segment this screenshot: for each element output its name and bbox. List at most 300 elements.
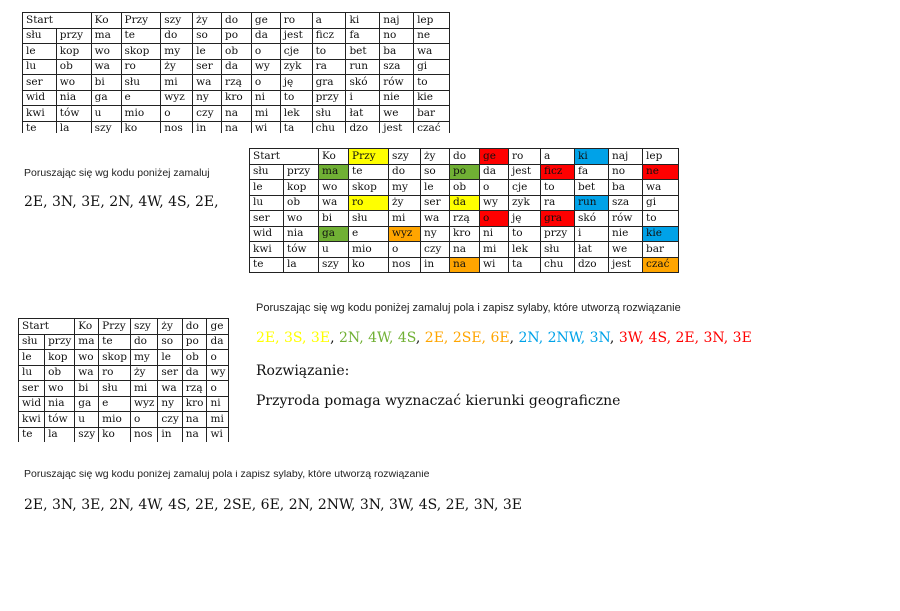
table-row bbox=[23, 44, 450, 60]
puzzle-grid-solved bbox=[249, 148, 680, 275]
table-cell: ficz bbox=[312, 28, 346, 44]
table-cell: ga bbox=[75, 396, 99, 412]
table-cell: dzo bbox=[346, 121, 380, 133]
solved-instruction-text: Poruszając się wg kodu poniżej zamaluj pola i zapisz sylaby, które utworzą rozwiązanie bbox=[256, 302, 681, 314]
table-cell: Ko bbox=[75, 319, 99, 335]
solution-text: Przyroda pomaga wyznaczać kierunki geograficzne bbox=[256, 393, 621, 409]
puzzle-grid-left bbox=[18, 318, 229, 442]
table-cell: zyk bbox=[280, 59, 312, 75]
table-cell: skó bbox=[575, 211, 609, 227]
table-cell: kro bbox=[450, 226, 480, 242]
table-cell: wid bbox=[19, 396, 45, 412]
direction-code: 2E, 3N, 3E, 2N, 4W, 4S, 2E, bbox=[24, 194, 219, 210]
table-cell: te bbox=[23, 121, 57, 133]
table-cell: bi bbox=[75, 381, 99, 397]
table-cell: to bbox=[280, 90, 312, 106]
table-cell: Ko bbox=[91, 13, 121, 29]
table-cell: so bbox=[158, 334, 182, 350]
table-row bbox=[250, 211, 679, 227]
table-cell: run bbox=[346, 59, 380, 75]
table-cell: ży bbox=[130, 365, 157, 381]
table-cell: da bbox=[450, 195, 480, 211]
table-cell: przy bbox=[284, 164, 319, 180]
table-cell: mi bbox=[161, 75, 193, 91]
table-cell: ni bbox=[480, 226, 509, 242]
table-cell: u bbox=[75, 412, 99, 428]
table-cell: bet bbox=[346, 44, 380, 60]
table-cell: na bbox=[222, 121, 252, 133]
table-cell: słu bbox=[19, 334, 45, 350]
table-cell: wo bbox=[56, 75, 91, 91]
table-cell: szy bbox=[389, 149, 421, 165]
table-cell: ży bbox=[193, 13, 222, 29]
table-cell: naj bbox=[609, 149, 643, 165]
table-cell: my bbox=[389, 180, 421, 196]
puzzle-grid-top bbox=[22, 12, 450, 133]
table-cell: we bbox=[609, 242, 643, 258]
table-cell: ser bbox=[158, 365, 182, 381]
table-cell: le bbox=[19, 350, 45, 366]
table-cell: ne bbox=[643, 164, 679, 180]
table-cell: wa bbox=[91, 59, 121, 75]
table-cell: kro bbox=[182, 396, 207, 412]
table-cell: o bbox=[207, 350, 229, 366]
table-cell: da bbox=[222, 59, 252, 75]
table-row bbox=[23, 75, 450, 91]
table-cell: ro bbox=[121, 59, 161, 75]
table-cell: przy bbox=[56, 28, 91, 44]
table-cell: rzą bbox=[182, 381, 207, 397]
table-cell: le bbox=[250, 180, 284, 196]
table-cell: cje bbox=[280, 44, 312, 60]
table-cell: e bbox=[349, 226, 389, 242]
table-cell: wi bbox=[251, 121, 280, 133]
table-row bbox=[19, 381, 230, 397]
table-cell: ko bbox=[99, 427, 131, 442]
table-cell: dzo bbox=[575, 257, 609, 273]
table-row bbox=[19, 396, 230, 412]
table-cell: słu bbox=[23, 28, 57, 44]
table-cell: ser bbox=[421, 195, 450, 211]
code-segment: 2E, 2SE, 6E bbox=[424, 330, 510, 346]
table-cell: słu bbox=[121, 75, 161, 91]
table-cell: skó bbox=[346, 75, 380, 91]
table-cell: gi bbox=[643, 195, 679, 211]
table-cell: szy bbox=[319, 257, 349, 273]
table-cell: wa bbox=[421, 211, 450, 227]
table-cell: do bbox=[182, 319, 207, 335]
syllable-table bbox=[18, 318, 229, 442]
table-cell: ser bbox=[250, 211, 284, 227]
table-cell: o bbox=[480, 211, 509, 227]
table-cell: in bbox=[158, 427, 182, 442]
table-cell: so bbox=[193, 28, 222, 44]
table-row bbox=[250, 257, 679, 273]
table-cell: to bbox=[643, 211, 679, 227]
table-cell: ob bbox=[56, 59, 91, 75]
table-cell: fa bbox=[346, 28, 380, 44]
table-cell: le bbox=[193, 44, 222, 60]
table-cell: gi bbox=[414, 59, 450, 75]
table-cell: ne bbox=[414, 28, 450, 44]
table-cell: ba bbox=[609, 180, 643, 196]
table-cell: po bbox=[222, 28, 252, 44]
colored-direction-code bbox=[256, 330, 752, 346]
table-cell: czać bbox=[643, 257, 679, 273]
table-row bbox=[19, 412, 230, 428]
table-row bbox=[19, 334, 230, 350]
table-cell: wo bbox=[284, 211, 319, 227]
table-cell: wy bbox=[480, 195, 509, 211]
instruction-text: Poruszając się wg kodu poniżej zamaluj bbox=[24, 167, 210, 179]
table-cell: przy bbox=[45, 334, 75, 350]
table-cell: kie bbox=[643, 226, 679, 242]
table-cell: la bbox=[56, 121, 91, 133]
table-cell: kwi bbox=[250, 242, 284, 258]
table-cell: nos bbox=[389, 257, 421, 273]
table-cell: słu bbox=[541, 242, 575, 258]
table-cell: ro bbox=[280, 13, 312, 29]
table-cell: jest bbox=[609, 257, 643, 273]
table-cell: naj bbox=[380, 13, 414, 29]
table-cell: do bbox=[161, 28, 193, 44]
table-cell: ży bbox=[389, 195, 421, 211]
table-cell: my bbox=[161, 44, 193, 60]
table-row bbox=[19, 365, 230, 381]
table-cell: lu bbox=[19, 365, 45, 381]
table-cell: sza bbox=[609, 195, 643, 211]
table-cell: ob bbox=[182, 350, 207, 366]
table-cell: o bbox=[251, 44, 280, 60]
table-cell: te bbox=[250, 257, 284, 273]
table-cell: na bbox=[450, 257, 480, 273]
table-cell: zyk bbox=[509, 195, 541, 211]
code-segment: 2N, 2NW, 3N bbox=[518, 330, 610, 346]
table-cell: da bbox=[182, 365, 207, 381]
code-segment: 2N, 4W, 4S bbox=[338, 330, 416, 346]
solution-label: Rozwiązanie: bbox=[256, 363, 350, 379]
table-cell: ny bbox=[193, 90, 222, 106]
table-cell: ma bbox=[91, 28, 121, 44]
table-cell: u bbox=[319, 242, 349, 258]
table-cell: te bbox=[99, 334, 131, 350]
table-cell: bet bbox=[575, 180, 609, 196]
table-cell: to bbox=[541, 180, 575, 196]
table-cell: tów bbox=[45, 412, 75, 428]
table-cell: i bbox=[575, 226, 609, 242]
table-row bbox=[23, 28, 450, 44]
table-cell: wid bbox=[250, 226, 284, 242]
table-cell: Przy bbox=[121, 13, 161, 29]
table-cell: ży bbox=[421, 149, 450, 165]
instruction-bottom bbox=[24, 470, 524, 482]
table-cell: u bbox=[91, 106, 121, 122]
table-cell: łat bbox=[575, 242, 609, 258]
table-cell: rzą bbox=[222, 75, 252, 91]
table-cell: wo bbox=[45, 381, 75, 397]
table-cell: wo bbox=[75, 350, 99, 366]
table-cell: czać bbox=[414, 121, 450, 133]
table-cell: la bbox=[45, 427, 75, 442]
table-cell: Przy bbox=[99, 319, 131, 335]
table-cell: na bbox=[450, 242, 480, 258]
table-cell: wa bbox=[319, 195, 349, 211]
table-cell: ge bbox=[251, 13, 280, 29]
table-cell: do bbox=[389, 164, 421, 180]
table-cell: wyz bbox=[161, 90, 193, 106]
table-cell: nie bbox=[609, 226, 643, 242]
table-cell: przy bbox=[312, 90, 346, 106]
table-cell: to bbox=[312, 44, 346, 60]
table-cell: ficz bbox=[541, 164, 575, 180]
table-cell: ser bbox=[193, 59, 222, 75]
table-cell: ki bbox=[346, 13, 380, 29]
table-cell: da bbox=[480, 164, 509, 180]
table-cell: o bbox=[251, 75, 280, 91]
table-cell: wid bbox=[23, 90, 57, 106]
table-row bbox=[250, 195, 679, 211]
table-cell: e bbox=[99, 396, 131, 412]
table-cell: bar bbox=[643, 242, 679, 258]
code-segment: , bbox=[609, 330, 619, 346]
table-cell: mio bbox=[99, 412, 131, 428]
table-cell: ni bbox=[207, 396, 229, 412]
table-cell: rzą bbox=[450, 211, 480, 227]
table-cell: o bbox=[480, 180, 509, 196]
table-cell: run bbox=[575, 195, 609, 211]
table-cell: czy bbox=[193, 106, 222, 122]
table-cell: ge bbox=[480, 149, 509, 165]
table-cell: lek bbox=[280, 106, 312, 122]
table-cell: nie bbox=[380, 90, 414, 106]
table-cell: la bbox=[284, 257, 319, 273]
code-segment: , bbox=[415, 330, 425, 346]
syllable-table-highlighted bbox=[249, 148, 679, 273]
table-cell: ga bbox=[319, 226, 349, 242]
table-cell: wyz bbox=[389, 226, 421, 242]
table-cell: do bbox=[130, 334, 157, 350]
table-cell: nos bbox=[161, 121, 193, 133]
table-cell: ję bbox=[509, 211, 541, 227]
table-cell: mio bbox=[349, 242, 389, 258]
table-cell: in bbox=[193, 121, 222, 133]
table-cell: in bbox=[421, 257, 450, 273]
table-cell: wa bbox=[643, 180, 679, 196]
table-cell: ny bbox=[421, 226, 450, 242]
table-cell: o bbox=[389, 242, 421, 258]
table-cell: te bbox=[349, 164, 389, 180]
table-cell: mio bbox=[121, 106, 161, 122]
bottom-direction-code: 2E, 3N, 3E, 2N, 4W, 4S, 2E, 2SE, 6E, 2N, 2NW, 3N, 3W, 4S, 2E, 3N, 3E bbox=[24, 497, 522, 513]
table-cell: ob bbox=[45, 365, 75, 381]
table-cell: rów bbox=[609, 211, 643, 227]
table-cell: ser bbox=[19, 381, 45, 397]
table-cell: rów bbox=[380, 75, 414, 91]
table-cell: szy bbox=[91, 121, 121, 133]
table-cell: kop bbox=[284, 180, 319, 196]
code-segment: , bbox=[330, 330, 339, 346]
table-cell: le bbox=[158, 350, 182, 366]
table-cell: wa bbox=[414, 44, 450, 60]
table-cell: do bbox=[450, 149, 480, 165]
table-cell: po bbox=[450, 164, 480, 180]
table-cell: a bbox=[541, 149, 575, 165]
table-cell: łat bbox=[346, 106, 380, 122]
table-row bbox=[250, 226, 679, 242]
table-cell: Start bbox=[250, 149, 319, 165]
table-cell: na bbox=[222, 106, 252, 122]
table-cell: jest bbox=[380, 121, 414, 133]
table-row bbox=[19, 427, 230, 442]
table-row bbox=[19, 350, 230, 366]
table-cell: ko bbox=[349, 257, 389, 273]
table-cell: ge bbox=[207, 319, 229, 335]
table-cell: bi bbox=[319, 211, 349, 227]
table-cell: wo bbox=[319, 180, 349, 196]
table-cell: skop bbox=[349, 180, 389, 196]
table-cell: słu bbox=[250, 164, 284, 180]
table-cell: da bbox=[207, 334, 229, 350]
table-cell: na bbox=[182, 412, 207, 428]
table-cell: i bbox=[346, 90, 380, 106]
table-cell: o bbox=[161, 106, 193, 122]
table-cell: so bbox=[421, 164, 450, 180]
table-cell: we bbox=[380, 106, 414, 122]
table-cell: ro bbox=[99, 365, 131, 381]
table-cell: ob bbox=[284, 195, 319, 211]
table-cell: to bbox=[414, 75, 450, 91]
table-cell: mi bbox=[207, 412, 229, 428]
table-cell: lep bbox=[414, 13, 450, 29]
table-cell: czy bbox=[421, 242, 450, 258]
table-cell: nia bbox=[45, 396, 75, 412]
table-cell: Start bbox=[19, 319, 75, 335]
table-cell: wyz bbox=[130, 396, 157, 412]
table-cell: bar bbox=[414, 106, 450, 122]
table-row bbox=[250, 149, 679, 165]
table-cell: gra bbox=[541, 211, 575, 227]
table-cell: szy bbox=[75, 427, 99, 442]
table-cell: ży bbox=[158, 319, 182, 335]
code-segment: 3W, 4S, 2E, 3N, 3E bbox=[618, 330, 752, 346]
table-cell: szy bbox=[161, 13, 193, 29]
table-cell: kop bbox=[45, 350, 75, 366]
code-segment: , bbox=[509, 330, 519, 346]
table-cell: czy bbox=[158, 412, 182, 428]
table-cell: da bbox=[251, 28, 280, 44]
table-cell: te bbox=[121, 28, 161, 44]
table-cell: ma bbox=[75, 334, 99, 350]
table-cell: mi bbox=[130, 381, 157, 397]
table-cell: ję bbox=[280, 75, 312, 91]
table-row bbox=[23, 106, 450, 122]
syllable-table bbox=[22, 12, 450, 133]
table-cell: ga bbox=[91, 90, 121, 106]
table-cell: ta bbox=[280, 121, 312, 133]
table-cell: le bbox=[23, 44, 57, 60]
table-cell: te bbox=[19, 427, 45, 442]
table-cell: ta bbox=[509, 257, 541, 273]
table-cell: to bbox=[509, 226, 541, 242]
table-row bbox=[250, 164, 679, 180]
table-cell: słu bbox=[312, 106, 346, 122]
table-cell: Ko bbox=[319, 149, 349, 165]
table-cell: kwi bbox=[19, 412, 45, 428]
table-cell: Przy bbox=[349, 149, 389, 165]
table-cell: wa bbox=[193, 75, 222, 91]
table-row bbox=[23, 13, 450, 29]
table-cell: wa bbox=[75, 365, 99, 381]
table-cell: ny bbox=[158, 396, 182, 412]
table-cell: wi bbox=[480, 257, 509, 273]
table-cell: ob bbox=[222, 44, 252, 60]
table-cell: ser bbox=[23, 75, 57, 91]
table-cell: wo bbox=[91, 44, 121, 60]
table-cell: gra bbox=[312, 75, 346, 91]
table-cell: kro bbox=[222, 90, 252, 106]
table-cell: ra bbox=[541, 195, 575, 211]
table-cell: ni bbox=[251, 90, 280, 106]
table-cell: tów bbox=[284, 242, 319, 258]
code-segment: 2E, 3S, 3E bbox=[256, 330, 331, 346]
table-cell: mi bbox=[251, 106, 280, 122]
table-cell: słu bbox=[99, 381, 131, 397]
table-cell: nos bbox=[130, 427, 157, 442]
table-cell: ra bbox=[312, 59, 346, 75]
table-cell: a bbox=[312, 13, 346, 29]
table-cell: ob bbox=[450, 180, 480, 196]
table-row bbox=[19, 319, 230, 335]
table-cell: jest bbox=[509, 164, 541, 180]
table-cell: kop bbox=[56, 44, 91, 60]
table-cell: wi bbox=[207, 427, 229, 442]
table-cell: my bbox=[130, 350, 157, 366]
table-cell: nia bbox=[56, 90, 91, 106]
table-cell: słu bbox=[349, 211, 389, 227]
table-cell: e bbox=[121, 90, 161, 106]
table-cell: ży bbox=[161, 59, 193, 75]
table-row bbox=[23, 90, 450, 106]
table-row bbox=[23, 121, 450, 133]
table-cell: le bbox=[421, 180, 450, 196]
table-cell: chu bbox=[541, 257, 575, 273]
table-cell: lu bbox=[250, 195, 284, 211]
table-cell: no bbox=[609, 164, 643, 180]
table-cell: jest bbox=[280, 28, 312, 44]
table-cell: no bbox=[380, 28, 414, 44]
table-cell: na bbox=[182, 427, 207, 442]
table-cell: wy bbox=[207, 365, 229, 381]
table-row bbox=[250, 242, 679, 258]
table-cell: po bbox=[182, 334, 207, 350]
table-cell: chu bbox=[312, 121, 346, 133]
table-cell: fa bbox=[575, 164, 609, 180]
table-cell: lep bbox=[643, 149, 679, 165]
table-cell: ba bbox=[380, 44, 414, 60]
table-cell: przy bbox=[541, 226, 575, 242]
table-cell: o bbox=[130, 412, 157, 428]
table-cell: sza bbox=[380, 59, 414, 75]
table-cell: skop bbox=[99, 350, 131, 366]
table-cell: szy bbox=[130, 319, 157, 335]
table-row bbox=[250, 180, 679, 196]
table-cell: bi bbox=[91, 75, 121, 91]
table-cell: o bbox=[207, 381, 229, 397]
table-cell: cje bbox=[509, 180, 541, 196]
table-cell: ma bbox=[319, 164, 349, 180]
table-cell: Start bbox=[23, 13, 92, 29]
table-cell: tów bbox=[56, 106, 91, 122]
